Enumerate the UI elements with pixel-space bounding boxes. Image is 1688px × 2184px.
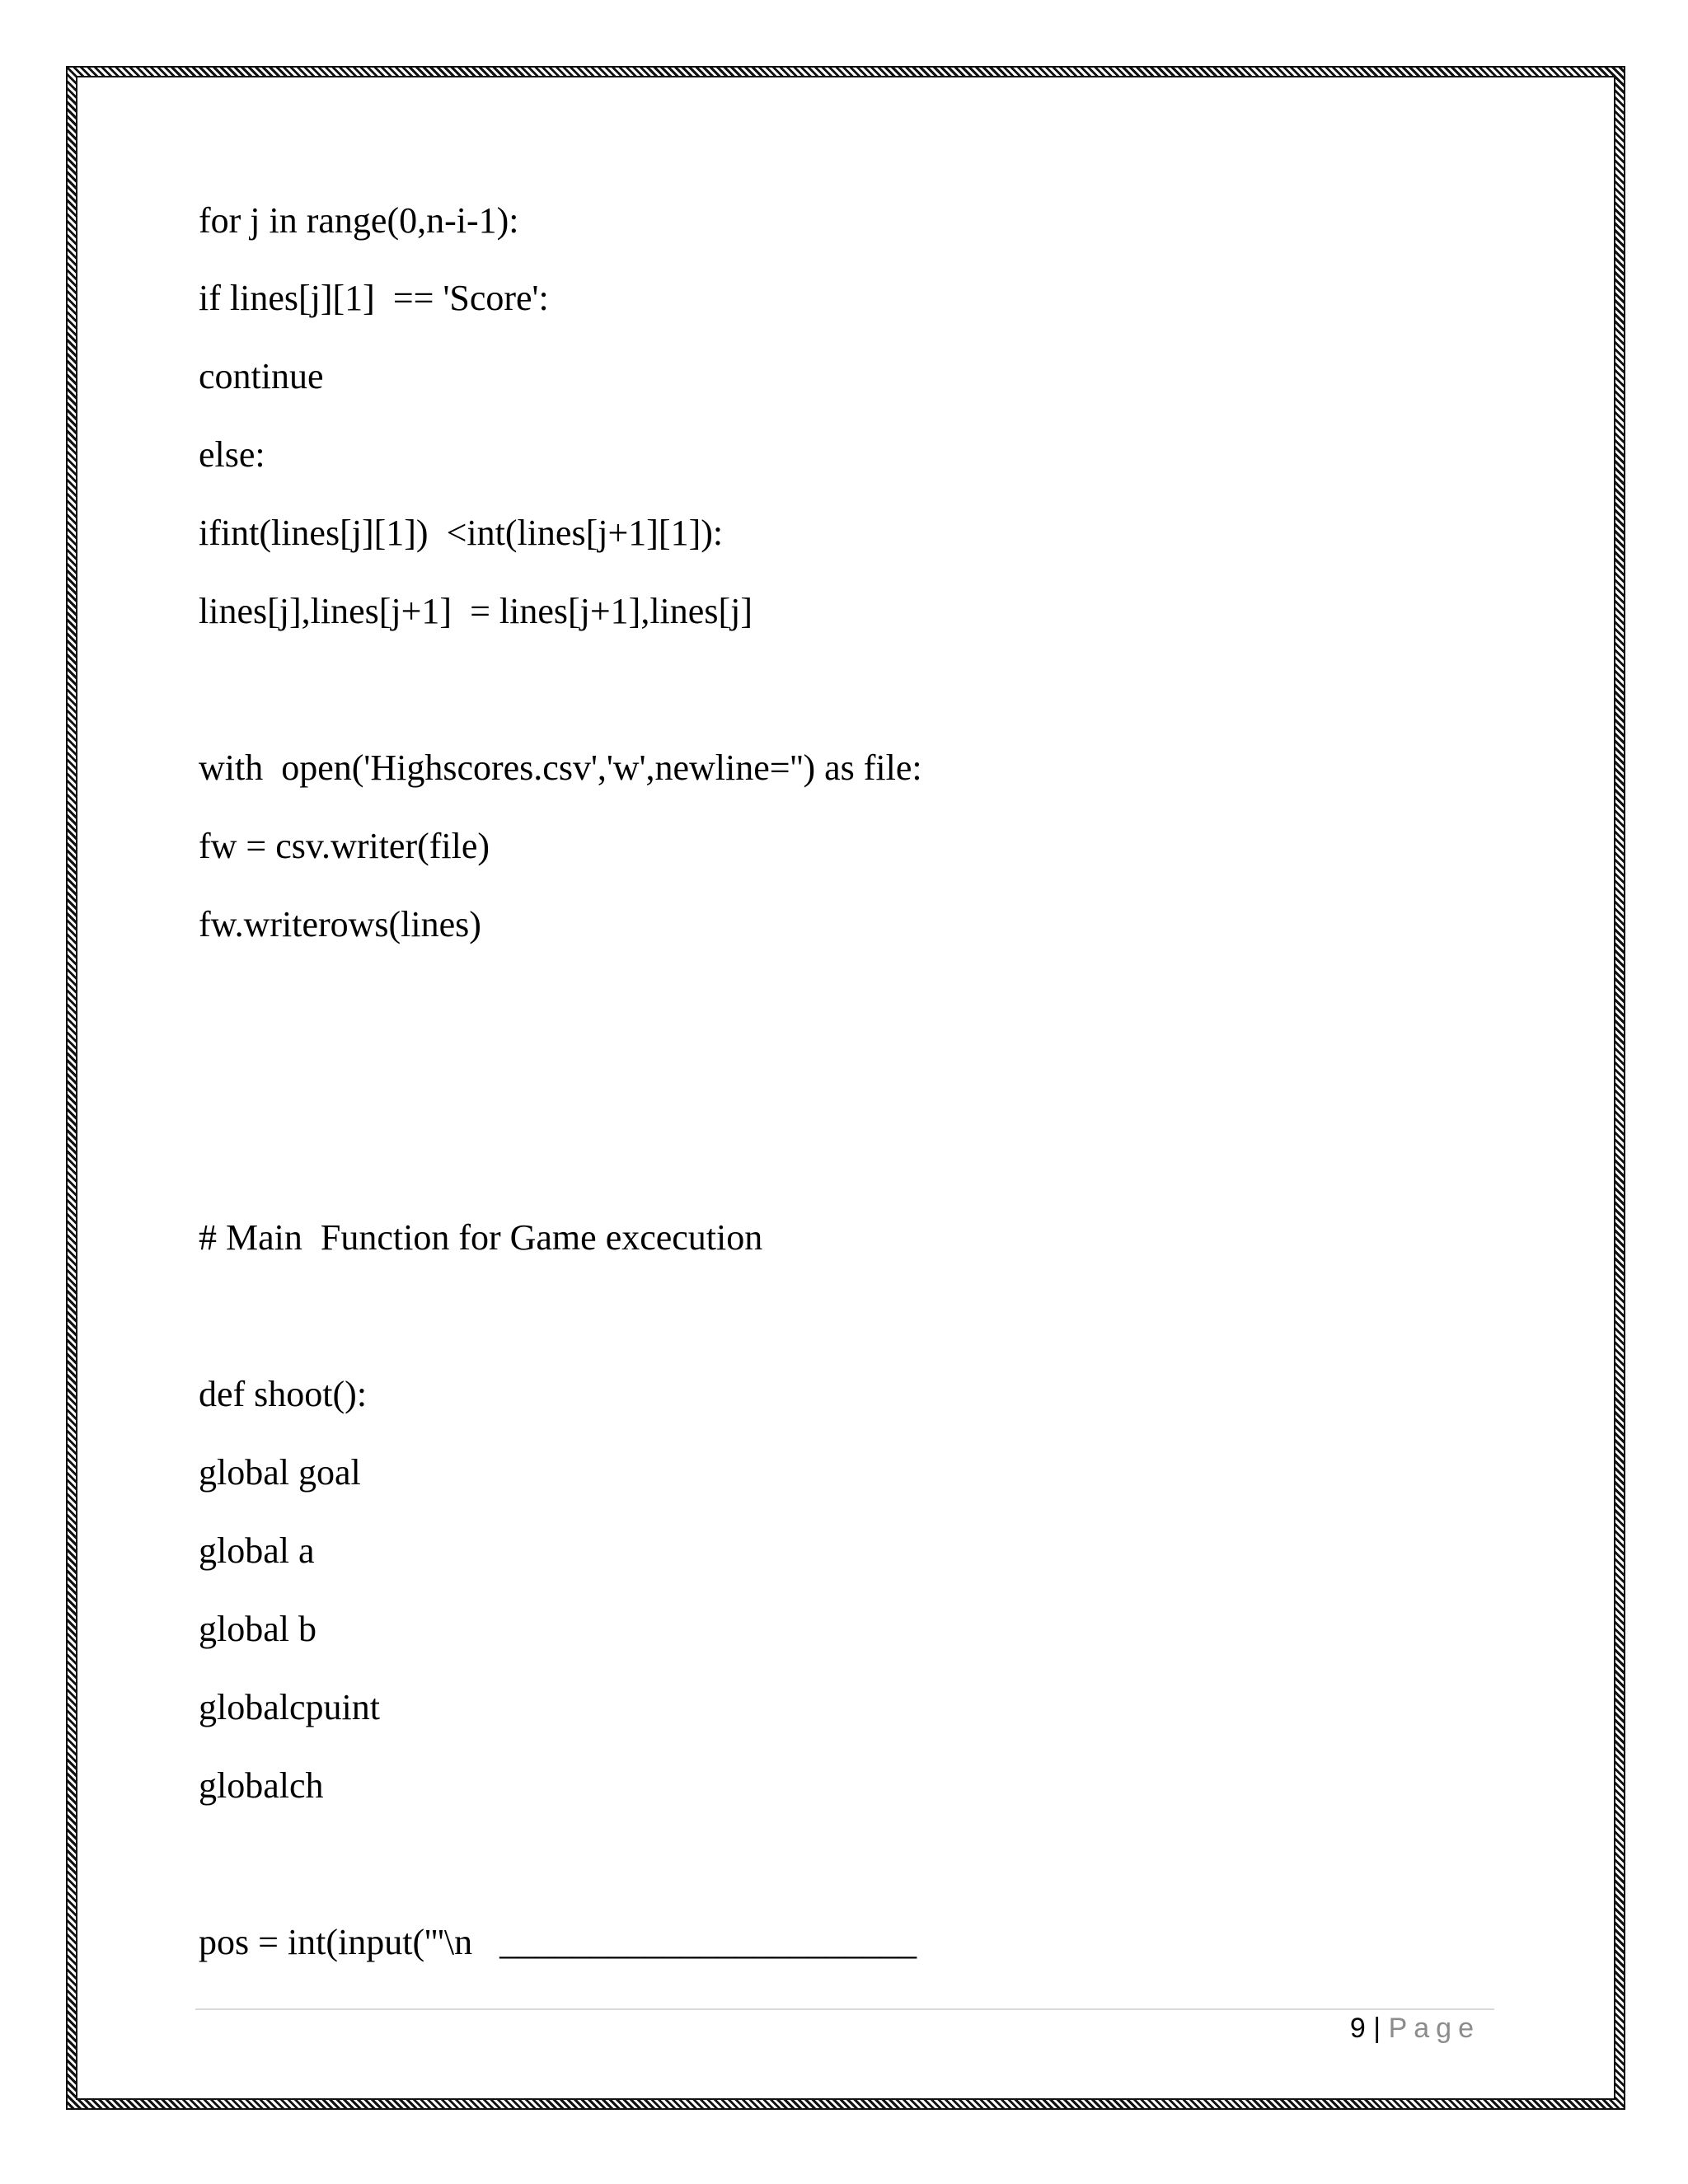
code-line: lines[j],lines[j+1] = lines[j+1],lines[j]: [199, 591, 753, 631]
code-line: pos = int(input('''\n _______________________: [199, 1922, 917, 1962]
page-number: 9: [1349, 2013, 1366, 2044]
code-line: global b: [199, 1609, 316, 1649]
code-line: ifint(lines[j][1]) <int(lines[j+1][1]):: [199, 513, 724, 553]
code-line: continue: [199, 356, 324, 396]
footer-separator: |: [1373, 2013, 1381, 2044]
page-footer: [1350, 2009, 1480, 2047]
code-line: def shoot():: [199, 1374, 368, 1414]
code-line: globalcpuint: [199, 1687, 380, 1727]
code-comment: # Main Function for Game excecution: [199, 1217, 763, 1258]
code-line: global a: [199, 1530, 315, 1571]
code-line: else:: [199, 434, 265, 475]
code-line: if lines[j][1] == 'Score':: [199, 278, 549, 318]
page-label: Page: [1388, 2013, 1480, 2044]
code-line: global goal: [199, 1452, 361, 1493]
code-line: fw.writerows(lines): [199, 904, 481, 944]
code-line: fw = csv.writer(file): [199, 826, 490, 866]
code-line: globalch: [199, 1765, 324, 1806]
code-line: with open('Highscores.csv','w',newline='') as file:: [199, 748, 922, 788]
code-line: for j in range(0,n-i-1):: [199, 200, 519, 241]
footer-divider: [195, 2008, 1494, 2010]
